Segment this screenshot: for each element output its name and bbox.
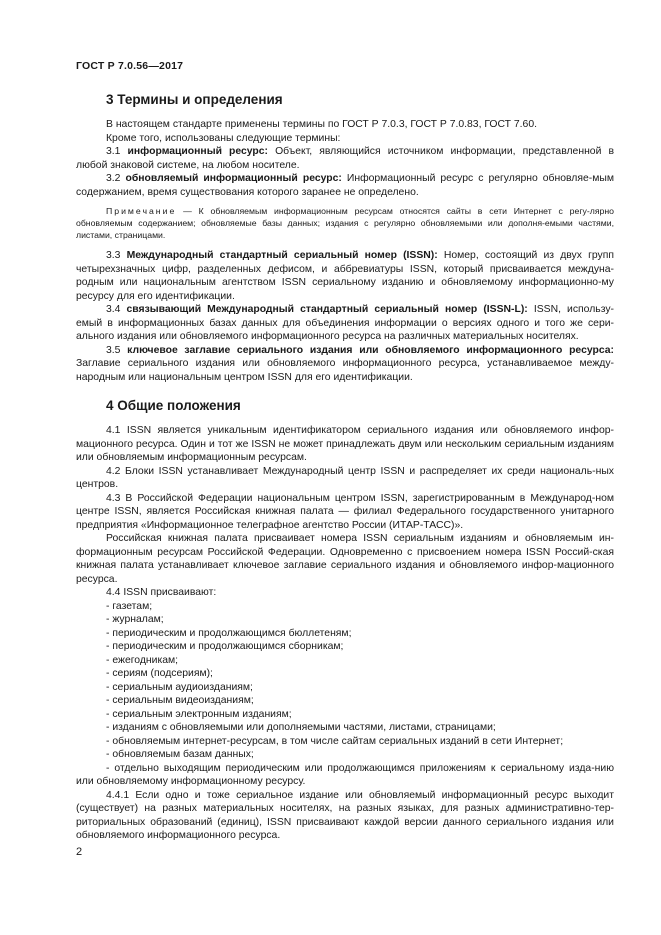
section-4-title: 4 Общие положения — [106, 398, 241, 413]
list-item: - сериальным аудиоизданиям; — [106, 681, 253, 693]
issn-list — [76, 600, 614, 789]
page-number: 2 — [76, 846, 83, 858]
term-name: Международный стандартный сериальный номер (ISSN): — [126, 250, 438, 261]
note-text: — К обновляемым информационным ресурсам относятся сайты в сети Интернет с регу-лярно обновляемым содержанием; обновляемые базы данных; издания с регулярно обновляемыми или дополня-емыми частями, листами, страницами. — [76, 206, 614, 240]
running-header: ГОСТ Р 7.0.56—2017 — [76, 60, 184, 72]
term-name: ключевое заглавие сериального издания или обновляемого информационного ресурса: — [127, 344, 614, 356]
list-item: - отдельно выходящим периодическим или продолжающимся приложениям к сериальному изда-нию или обновляемому информационному ресурсу. — [76, 762, 614, 787]
term-number: 3.4 — [106, 304, 127, 315]
term-definition: ISSN, использу-емый в информационных базах данных для объединения информации о версиях одного и того же сери-ального издания или обновляемого информационного ресурса на различных материальных носителях. — [76, 304, 614, 342]
list-item: - сериальным электронным изданиям; — [106, 708, 292, 720]
list-item: - газетам; — [106, 600, 153, 612]
term-definition: Информационный ресурс с регулярно обновляе-мым содержанием, время существования которого заранее не определено. — [76, 173, 614, 198]
term-definition: Объект, являющийся источником информации, представленной в любой знаковой системе, на любом носителе. — [76, 146, 614, 171]
list-item: - сериальным видеоизданиям; — [106, 695, 254, 706]
list-item: - периодическим и продолжающимся бюллетеням; — [106, 627, 352, 639]
paragraph-4-4: 4.4 ISSN присваивают: — [106, 587, 217, 598]
term-definition: Номер, состоящий из двух групп четырехзначных цифр, разделенных дефисом, и аббревиатуры ISSN, который присваивается междуна-родным или национальным агентством ISSN сериальному изданию и обновляемому информационно-му ресурсу для его идентификации. — [76, 250, 614, 302]
section-3-title: 3 Термины и определения — [106, 92, 283, 107]
term-name: связывающий Международный стандартный сериальный номер (ISSN-L): — [126, 304, 528, 315]
list-item: - журналам; — [106, 614, 164, 625]
paragraph-4-3-continued: Российская книжная палата присваивает номера ISSN сериальным изданиям и обновляемым ин-формационным ресурсам Российской Федерации. Одновременно с присвоением номера ISSN Россий-ская книжная палата устанавливает ключевое заглавие сериального издания и обновляемого инфор-мационного ресурса. — [76, 533, 614, 585]
paragraph-4-1: 4.1 ISSN является уникальным идентификатором сериального издания или обновляемого инфор-мационного ресурса. Один и тот же ISSN не может принадлежать двум или нескольким сериальным изданиям или обновляемым информационным ресурсам. — [76, 425, 614, 463]
term-3-2 — [76, 172, 614, 199]
list-item: - ежегодникам; — [106, 654, 179, 666]
list-item: - обновляемым базам данных; — [106, 749, 254, 760]
list-item: - периодическим и продолжающимся сборникам; — [106, 641, 344, 652]
paragraph-4-4-1: 4.4.1 Если одно и тоже сериальное издание или обновляемый информационный ресурс выходит (существует) на разных материальных носителях, на разных языках, для разных административно-тер-риториальных образований (единиц), ISSN присваивают каждой версии данного сериального издания или обновляемого информационного ресурса. — [76, 789, 614, 841]
paragraph: В настоящем стандарте применены термины по ГОСТ Р 7.0.3, ГОСТ Р 7.0.83, ГОСТ 7.60. — [106, 119, 537, 130]
term-name: обновляемый информационный ресурс: — [125, 173, 342, 184]
spacer — [76, 384, 614, 398]
term-3-5 — [76, 344, 614, 385]
note-label: Примечание — [106, 206, 177, 216]
term-number: 3.5 — [106, 344, 128, 356]
term-number: 3.2 — [106, 173, 126, 184]
note — [76, 205, 614, 241]
term-name: информационный ресурс: — [127, 146, 269, 157]
page-content — [76, 92, 614, 843]
list-item: - изданиям с обновляемыми или дополняемыми частями, листами, страницами; — [106, 722, 496, 733]
paragraph-4-3: 4.3 В Российской Федерации национальным центром ISSN, зарегистрированным в Международ-ном центре ISSN, является Российская книжная палата — филиал Федерального государственного унитарного предприятия «Информационное телеграфное агентство России (ИТАР-ТАСС)». — [76, 492, 614, 531]
paragraph: Кроме того, использованы следующие термины: — [106, 132, 341, 144]
list-item: - обновляемым интернет-ресурсам, в том числе сайтам сериальных изданий в сети Интернет; — [106, 735, 564, 747]
term-3-1 — [76, 145, 614, 172]
term-number: 3.3 — [106, 250, 127, 261]
paragraph-4-2: 4.2 Блоки ISSN устанавливает Международный центр ISSN и распределяет их среди националь-ных центров. — [76, 465, 614, 490]
term-definition: Заглавие сериального издания или обновляемого информационного ресурса, устанавливаемое между-народным или национальным центром ISSN для его идентификации. — [76, 358, 614, 383]
term-number: 3.1 — [106, 146, 128, 157]
list-item: - сериям (подсериям); — [106, 668, 213, 679]
term-3-3 — [76, 249, 614, 303]
term-3-4 — [76, 303, 614, 344]
